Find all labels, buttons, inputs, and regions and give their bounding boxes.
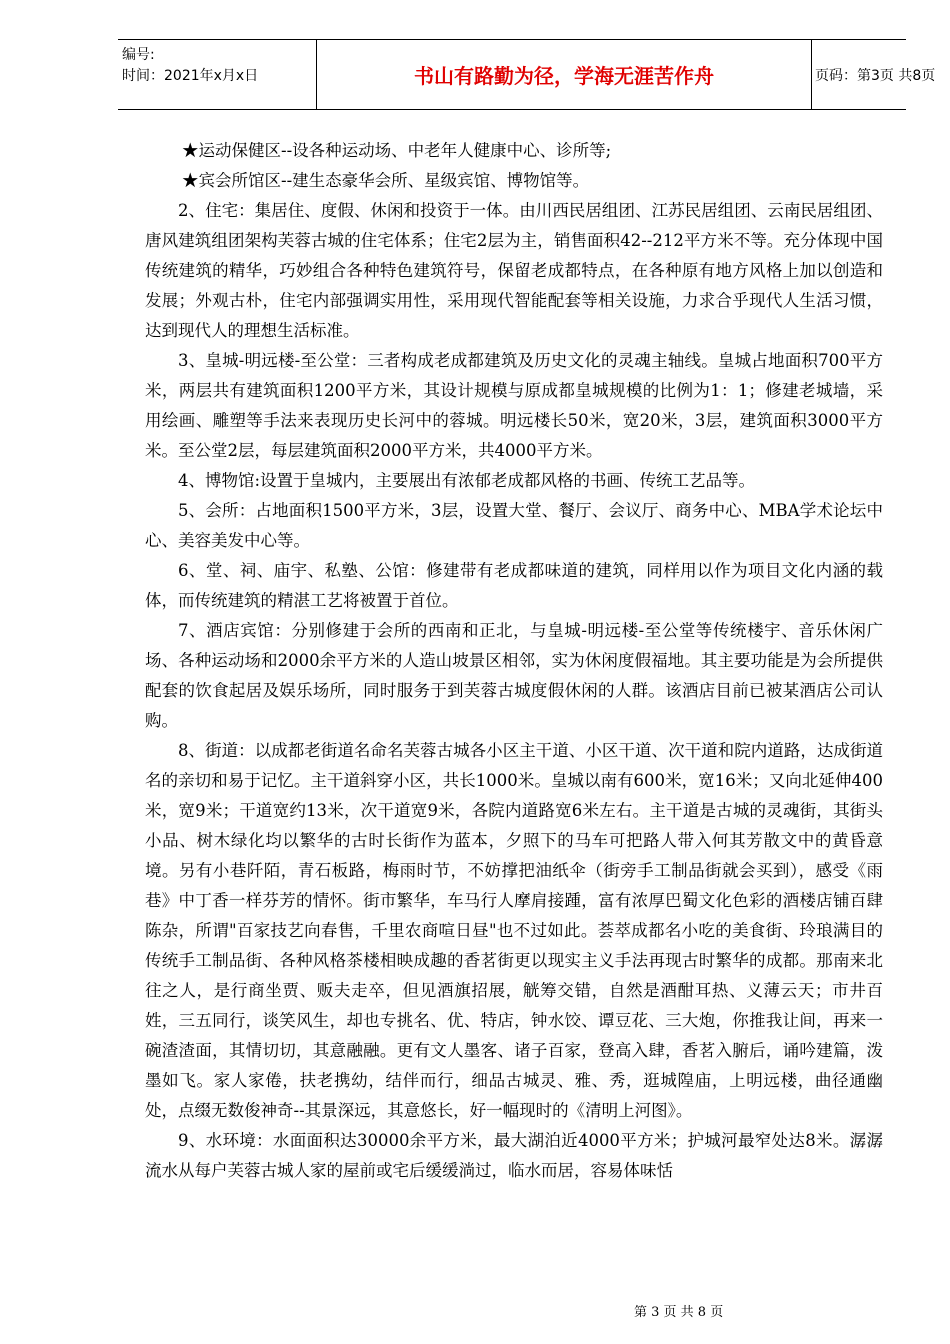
paragraph-halls-temples: 6、堂、祠、庙宇、私塾、公馆：修建带有老成都味道的建筑，同样用以作为项目文化内涵的载体，而传统建筑的精湛工艺将被置于首位。 (145, 561, 883, 610)
paragraph-water-environment: 9、水环境：水面面积达30000余平方米，最大湖泊近4000平方米；护城河最窄处达8米。潺潺流水从每户芙蓉古城人家的屋前或宅后缓缓淌过，临水而居，容易体味恬 (145, 1131, 883, 1180)
header-motto: 书山有路勤为径，学海无涯苦作舟 (316, 40, 812, 109)
header-page-info (811, 40, 936, 109)
paragraph-guest-club-zone: ★宾会所馆区--建生态豪华会所、星级宾馆、博物馆等。 (182, 171, 590, 190)
paragraph-streets: 8、街道：以成都老街道名命名芙蓉古城各小区主干道、小区干道、次干道和院内道路，达成街道名的亲切和易于记忆。主干道斜穿小区，共长1000米。皇城以南有600米，宽16米；又向北延伸400米，宽9米；干道宽约13米，次干道宽9米，各院内道路宽6米左右。主干道是古城的灵魂街，其街头小品、树木绿化均以繁华的古时长街作为蓝本，夕照下的马车可把路人带入何其芳散文中的黄昏意境。另有小巷阡陌，青石板路，梅雨时节，不妨撑把油纸伞（街旁手工制品街就会买到），感受《雨巷》中丁香一样芬芳的情怀。街市繁华，车马行人摩肩接踵，富有浓厚巴蜀文化色彩的酒楼店铺百肆陈杂，所谓"百家技艺向春售，千里农商喧日昼"也不过如此。荟萃成都名小吃的美食街、玲琅满目的传统手工制品街、各种风格茶楼相映成趣的香茗街更以现实主义手法再现古时繁华的成都。那南来北往之人，是行商坐贾、贩夫走卒，但见酒旗招展，觥筹交错，自然是酒酣耳热、义薄云天；市井百姓，三五同行，谈笑风生，却也专挑名、优、特店，钟水饺、谭豆花、三大炮，你推我让间，再来一碗渣渣面，其情切切，其意融融。更有文人墨客、诸子百家，登高入肆，香茗入腑后，诵吟建篇，泼墨如飞。家人家倦，扶老携幼，结伴而行，细品古城灵、雅、秀，逛城隍庙，上明远楼，曲径通幽处，点缀无数俊神奇--其景深远，其意悠长，好一幅现时的《清明上河图》。 (145, 741, 883, 1120)
paragraph-clubhouse: 5、会所：占地面积1500平方米，3层，设置大堂、餐厅、会议厅、商务中心、MBA学术论坛中心、美容美发中心等。 (145, 501, 883, 550)
paragraph-hotel: 7、酒店宾馆：分别修建于会所的西南和正北，与皇城-明远楼-至公堂等传统楼宇、音乐休闲广场、各种运动场和2000余平方米的人造山坡景区相邻，实为休闲度假福地。其主要功能是为会所提供配套的饮食起居及娱乐场所，同时服务于到芙蓉古城度假休闲的人群。该酒店目前已被某酒店公司认购。 (145, 621, 883, 730)
paragraph-museum: 4、博物馆:设置于皇城内，主要展出有浓郁老成都风格的书画、传统工艺品等。 (178, 471, 756, 490)
header-page-label: 页码：第3页 共8页 (815, 68, 936, 84)
document-body (145, 136, 883, 1186)
page-header (118, 39, 936, 110)
header-meta (118, 40, 316, 109)
doc-time-label: 时间：2021年x月x日 (122, 68, 259, 84)
paragraph-residence: 2、住宅：集居住、度假、休闲和投资于一体。由川西民居组团、江苏民居组团、云南民居组团、唐风建筑组团架构芙蓉古城的住宅体系；住宅2层为主，销售面积42--212平方米不等。充分体现中国传统建筑的精华，巧妙组合各种特色建筑符号，保留老成都特点，在各种原有地方风格上加以创造和发展；外观古朴，住宅内部强调实用性，采用现代智能配套等相关设施，力求合乎现代人生活习惯，达到现代人的理想生活标准。 (145, 201, 883, 340)
paragraph-imperial-city: 3、皇城-明远楼-至公堂：三者构成老成都建筑及历史文化的灵魂主轴线。皇城占地面积700平方米，两层共有建筑面积1200平方米，其设计规模与原成都皇城规模的比例为1：1；修建老城墙，采用绘画、雕塑等手法来表现历史长河中的蓉城。明远楼长50米，宽20米，3层，建筑面积3000平方米。至公堂2层，每层建筑面积2000平方米，共4000平方米。 (145, 351, 883, 460)
page-footer: 第 3 页 共 8 页 (634, 1305, 724, 1320)
doc-number-label: 编号: (122, 47, 155, 63)
paragraph-sports-health-zone: ★运动保健区--设各种运动场、中老年人健康中心、诊所等; (182, 141, 612, 160)
